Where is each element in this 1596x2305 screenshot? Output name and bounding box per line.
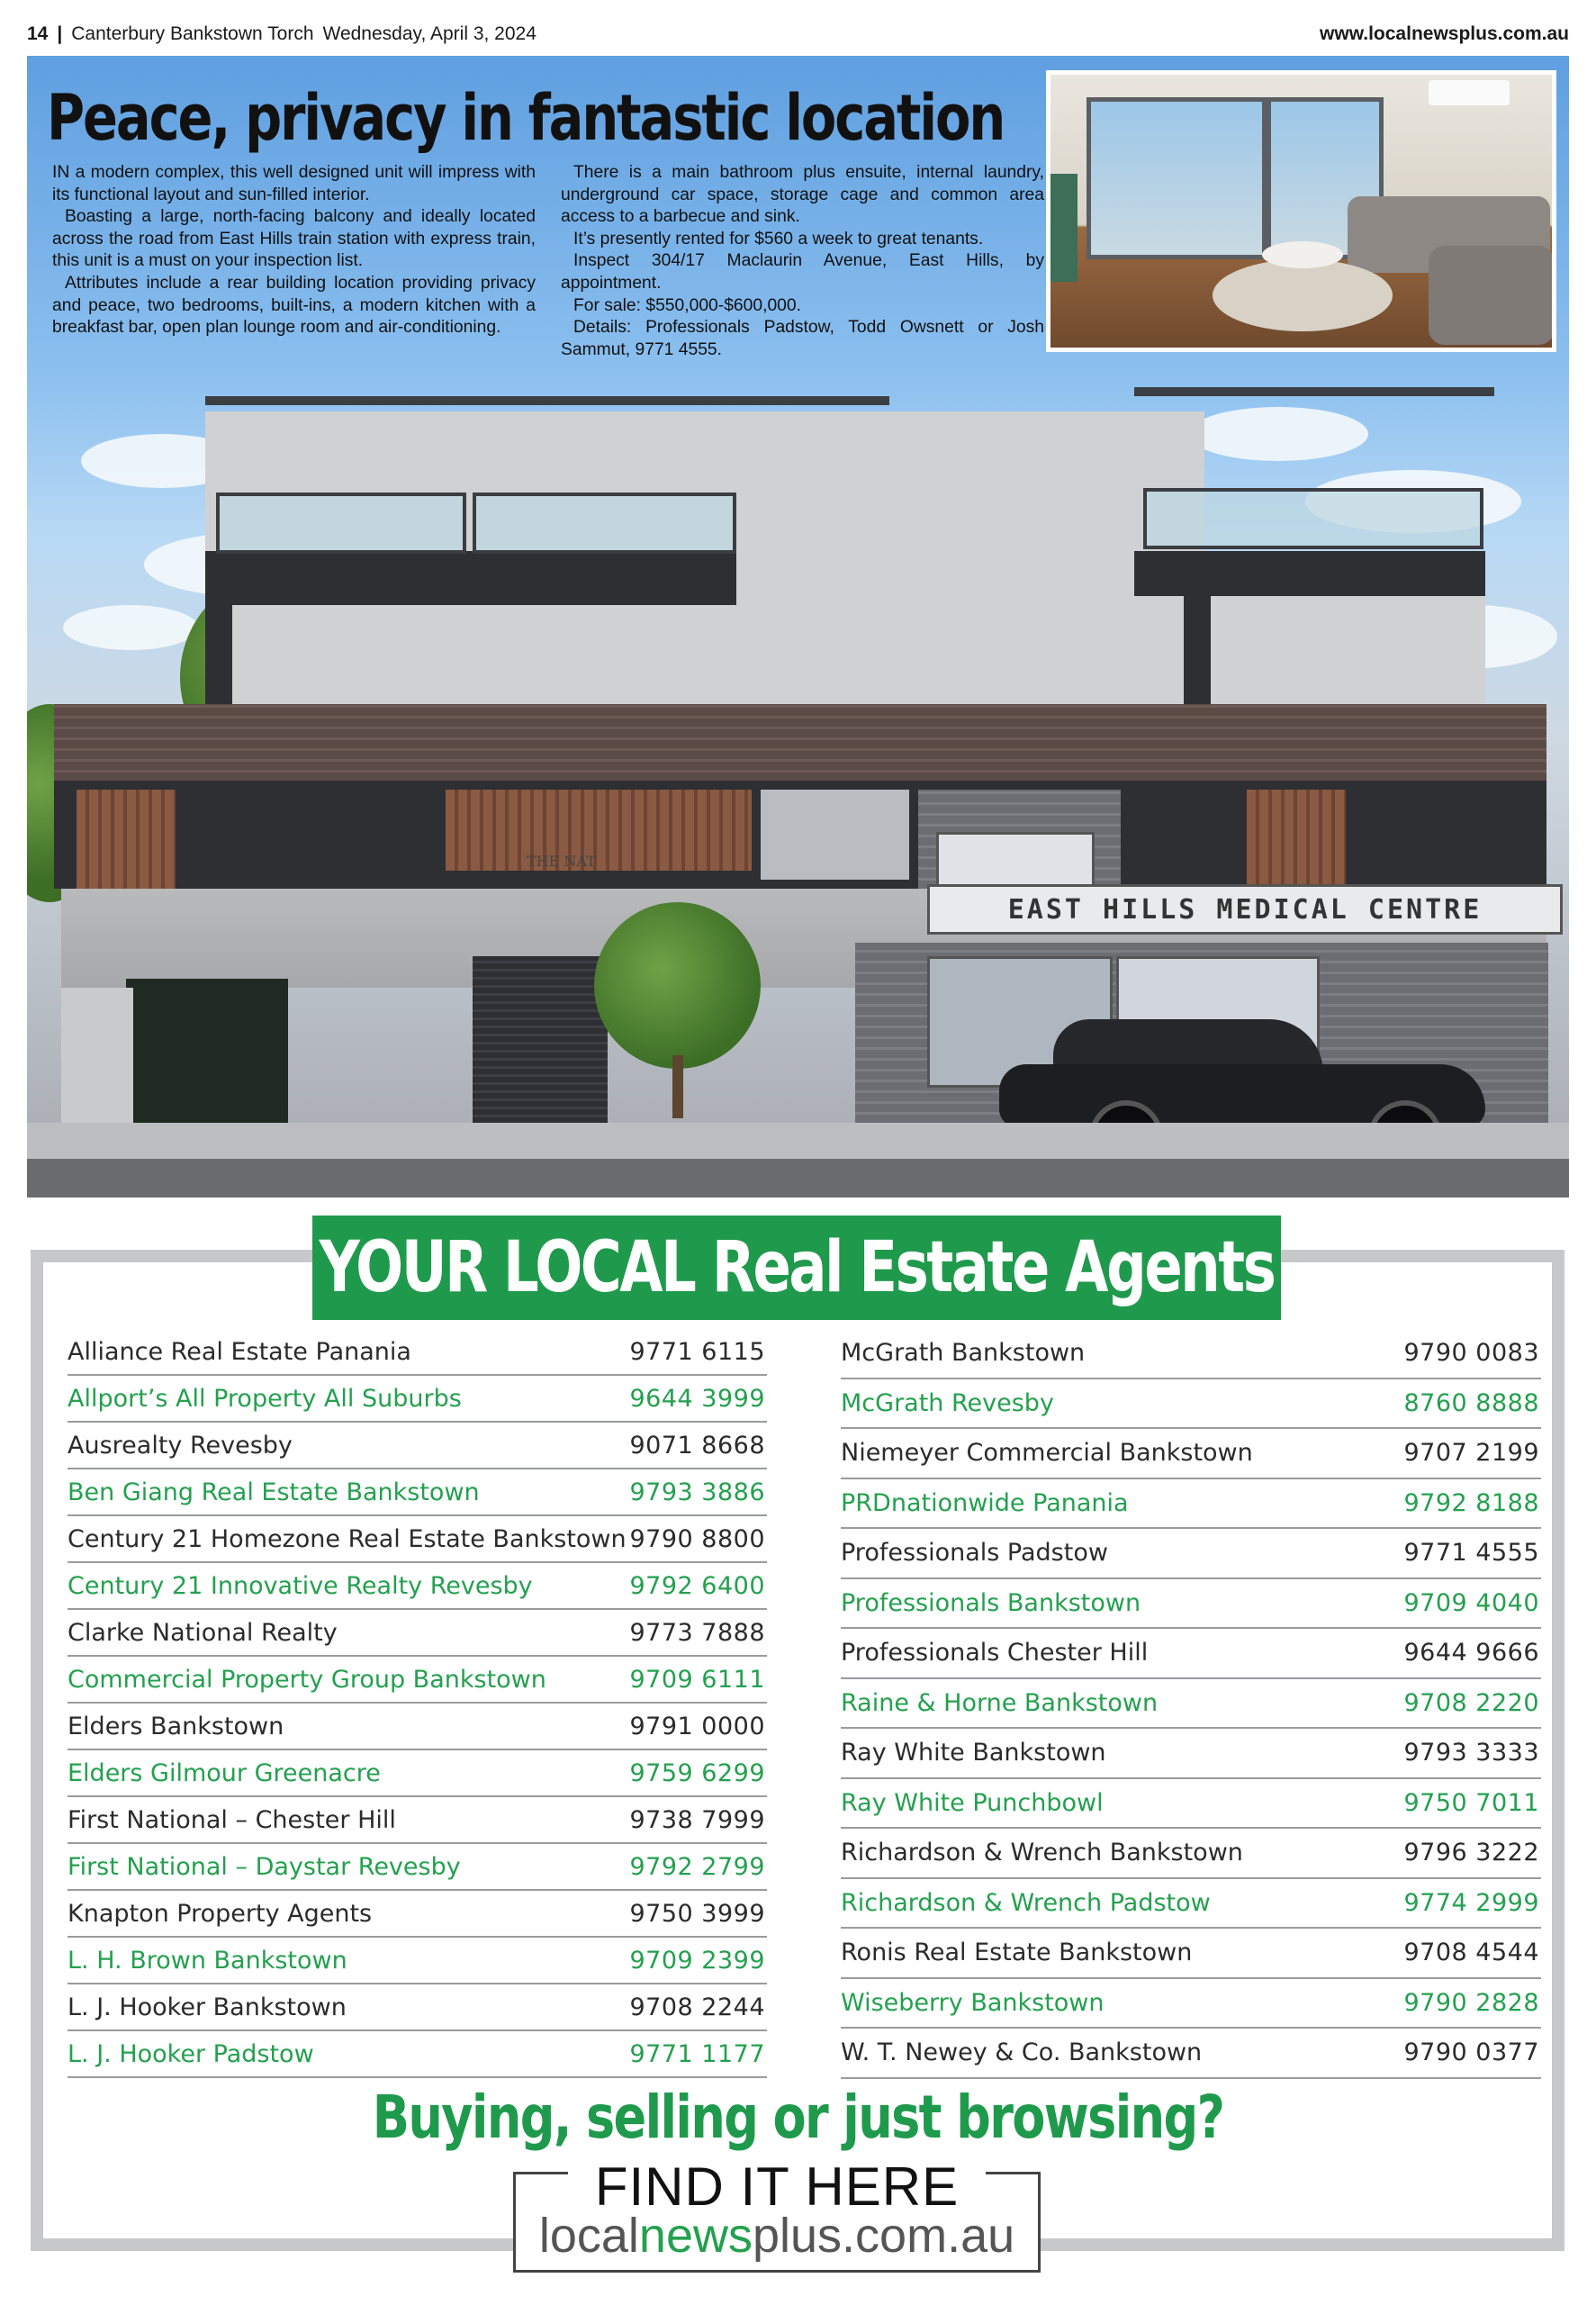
agent-phone[interactable]: 9738 7999 xyxy=(629,1805,765,1834)
hero-photo xyxy=(27,56,1569,1198)
agent-name: Richardson & Wrench Bankstown xyxy=(841,1839,1243,1867)
agent-phone[interactable]: 9759 6299 xyxy=(629,1758,765,1787)
agent-row xyxy=(841,1779,1541,1830)
agent-name: First National – Chester Hill xyxy=(68,1805,396,1834)
agent-phone[interactable]: 9790 0377 xyxy=(1403,2038,1539,2067)
agent-phone[interactable]: 9771 6115 xyxy=(629,1337,765,1366)
agent-row xyxy=(68,1469,767,1516)
page-number: 14 xyxy=(27,23,49,44)
agent-row xyxy=(841,1379,1541,1430)
balcony-glass xyxy=(473,493,736,554)
page-header xyxy=(27,16,1569,52)
agent-row xyxy=(68,1750,767,1797)
article-paragraph: Details: Professionals Padstow, Todd Owsnett or Josh Sammut, 9771 4555. xyxy=(561,318,1044,359)
agent-row xyxy=(841,1979,1541,2029)
agent-phone[interactable]: 9790 2828 xyxy=(1403,1988,1539,2017)
directory-banner-text: YOUR LOCAL Real Estate Agents xyxy=(319,1227,1275,1308)
sliding-door xyxy=(1087,97,1267,259)
agent-phone[interactable]: 9708 2244 xyxy=(629,1993,765,2021)
tagline-text: Buying, selling or just browsing? xyxy=(372,2083,1224,2152)
directory-banner xyxy=(312,1216,1281,1320)
tv-cabinet xyxy=(1050,174,1078,282)
agent-name: First National – Daystar Revesby xyxy=(68,1852,461,1881)
agent-name: Century 21 Innovative Realty Revesby xyxy=(68,1571,533,1600)
agent-name: PRDnationwide Panania xyxy=(841,1488,1129,1517)
agent-row xyxy=(841,1479,1541,1530)
building-name-sign-text: THE NAT xyxy=(527,852,596,870)
agent-phone[interactable]: 8760 8888 xyxy=(1403,1388,1539,1417)
agent-phone[interactable]: 9791 0000 xyxy=(629,1712,765,1740)
coffee-table xyxy=(1262,241,1343,268)
agent-row xyxy=(68,1376,767,1423)
agent-name: L. H. Brown Bankstown xyxy=(68,1946,347,1975)
interior-photo xyxy=(1046,70,1556,352)
sofa xyxy=(1429,246,1552,345)
agent-phone[interactable]: 9792 6400 xyxy=(629,1571,765,1600)
agent-name: Ben Giang Real Estate Bankstown xyxy=(68,1478,480,1506)
agents-list-left xyxy=(68,1329,767,2078)
agent-row xyxy=(68,1891,767,1938)
publication-name: Canterbury Bankstown Torch xyxy=(71,23,314,44)
window xyxy=(936,832,1095,887)
agent-name: Niemeyer Commercial Bankstown xyxy=(841,1439,1253,1468)
agent-phone[interactable]: 9796 3222 xyxy=(1403,1839,1539,1867)
agent-row xyxy=(841,1929,1541,1979)
agent-phone[interactable]: 9709 2399 xyxy=(629,1946,765,1975)
agent-row xyxy=(841,1879,1541,1930)
tagline xyxy=(0,2083,1596,2152)
agent-row xyxy=(68,1704,767,1750)
agent-row xyxy=(68,1844,767,1891)
pergola xyxy=(1134,387,1494,396)
article-body xyxy=(52,162,1044,361)
rug xyxy=(1213,259,1393,331)
agent-phone[interactable]: 9771 4555 xyxy=(1403,1539,1539,1568)
agent-name: McGrath Bankstown xyxy=(841,1339,1086,1368)
agent-name: Richardson & Wrench Padstow xyxy=(841,1888,1211,1917)
pergola xyxy=(205,396,889,405)
localnewsplus-url[interactable] xyxy=(513,2208,1041,2264)
agent-phone[interactable]: 9708 2220 xyxy=(1403,1688,1539,1717)
medical-centre-sign xyxy=(927,884,1563,935)
agent-row xyxy=(68,1610,767,1657)
agent-phone[interactable]: 9792 8188 xyxy=(1403,1488,1539,1517)
building-pillar xyxy=(1184,596,1211,713)
agent-row xyxy=(841,1429,1541,1479)
article-paragraph: It’s presently rented for $560 a week to great tenants. xyxy=(573,229,984,249)
cloud xyxy=(1188,407,1368,461)
agent-row xyxy=(841,1829,1541,1879)
agent-row xyxy=(68,1516,767,1563)
timber-cladding xyxy=(77,790,176,889)
agent-name: McGrath Revesby xyxy=(841,1388,1054,1417)
agent-row xyxy=(68,1984,767,2031)
agent-row xyxy=(68,1657,767,1704)
article-paragraph: IN a modern complex, this well designed unit will impress with its functional layout and sun-filled interior. xyxy=(52,163,536,204)
balcony-glass xyxy=(216,493,466,554)
agent-row xyxy=(841,1579,1541,1630)
building-frame xyxy=(205,551,736,605)
agent-name: Ronis Real Estate Bankstown xyxy=(841,1939,1193,1967)
agent-name: Wiseberry Bankstown xyxy=(841,1988,1105,2017)
agent-name: L. J. Hooker Bankstown xyxy=(68,1993,347,2021)
url-local: local xyxy=(538,2209,639,2263)
agent-name: Elders Bankstown xyxy=(68,1712,284,1740)
url-rest: plus.com.au xyxy=(752,2209,1015,2263)
agent-row xyxy=(841,1679,1541,1730)
medical-centre-sign-text: EAST HILLS MEDICAL CENTRE xyxy=(1007,893,1483,926)
agent-phone[interactable]: 9750 3999 xyxy=(629,1899,765,1928)
agent-name: Knapton Property Agents xyxy=(68,1899,373,1928)
building-name-sign xyxy=(527,843,635,879)
road xyxy=(27,1159,1569,1198)
agent-phone[interactable]: 9750 7011 xyxy=(1403,1788,1539,1817)
agents-list-right xyxy=(841,1329,1541,2079)
agent-row xyxy=(68,2031,767,2078)
article-paragraph: For sale: $550,000-$600,000. xyxy=(573,295,801,315)
agent-row xyxy=(841,1729,1541,1779)
article-column-1 xyxy=(52,162,536,361)
agent-row xyxy=(68,1938,767,1984)
agent-phone[interactable]: 9790 0083 xyxy=(1403,1339,1539,1368)
article-paragraph: Attributes include a rear building location providing privacy and peace, two bedrooms, built-ins, a modern kitchen with a breakfast bar, open plan lounge room and air-conditioning. xyxy=(52,273,536,338)
footpath xyxy=(27,1123,1569,1159)
agent-name: Ray White Punchbowl xyxy=(841,1788,1104,1817)
header-left xyxy=(27,23,546,45)
agent-name: Elders Gilmour Greenacre xyxy=(68,1758,381,1787)
agent-phone[interactable]: 9771 1177 xyxy=(629,2039,765,2068)
agent-row xyxy=(841,1329,1541,1379)
header-separator: | xyxy=(57,23,63,44)
agent-phone[interactable]: 9708 4544 xyxy=(1403,1939,1539,1967)
website-link[interactable]: www.localnewsplus.com.au xyxy=(1320,23,1569,44)
agent-phone[interactable]: 9774 2999 xyxy=(1403,1888,1539,1917)
url-news: news xyxy=(638,2209,753,2263)
article-paragraph: There is a main bathroom plus ensuite, internal laundry, underground car space, storage cage and common area access to a barbecue and sink. xyxy=(561,163,1044,227)
agent-row xyxy=(841,2029,1541,2079)
agent-name: Ray White Bankstown xyxy=(841,1739,1106,1767)
agent-name: Allport’s All Property All Suburbs xyxy=(68,1384,462,1413)
agent-name: Ausrealty Revesby xyxy=(68,1431,293,1460)
agent-name: L. J. Hooker Padstow xyxy=(68,2039,314,2068)
balcony-glass xyxy=(1143,488,1483,549)
agent-phone[interactable]: 9709 4040 xyxy=(1403,1588,1539,1617)
agent-row xyxy=(68,1563,767,1610)
entry-door xyxy=(473,956,608,1123)
agent-name: Clarke National Realty xyxy=(68,1618,338,1647)
agent-phone[interactable]: 9071 8668 xyxy=(629,1431,765,1460)
agent-name: Century 21 Homezone Real Estate Bankstown xyxy=(68,1524,627,1553)
garage-wall xyxy=(61,988,133,1123)
agent-row xyxy=(841,1529,1541,1579)
agent-name: W. T. Newey & Co. Bankstown xyxy=(841,2038,1203,2067)
agent-phone[interactable]: 9644 9666 xyxy=(1403,1639,1539,1668)
article-paragraph: Inspect 304/17 Maclaurin Avenue, East Hills, by appointment. xyxy=(561,251,1044,293)
agent-row xyxy=(68,1797,767,1844)
building-pillar xyxy=(205,596,232,713)
agent-phone[interactable]: 9793 3886 xyxy=(629,1478,765,1506)
agent-name: Professionals Chester Hill xyxy=(841,1639,1149,1668)
issue-date: Wednesday, April 3, 2024 xyxy=(322,23,537,44)
agent-phone[interactable]: 9773 7888 xyxy=(629,1618,765,1647)
air-conditioner xyxy=(1429,80,1510,105)
agent-name: Raine & Horne Bankstown xyxy=(841,1688,1159,1717)
window xyxy=(761,790,909,880)
agent-phone[interactable]: 9644 3999 xyxy=(629,1384,765,1413)
agent-phone[interactable]: 9792 2799 xyxy=(629,1852,765,1881)
living-room-image xyxy=(1050,75,1552,348)
building-frame xyxy=(1134,551,1485,596)
article-column-2 xyxy=(561,162,1044,361)
agent-name: Professionals Bankstown xyxy=(841,1588,1141,1617)
agent-name: Commercial Property Group Bankstown xyxy=(68,1665,546,1694)
street-tree xyxy=(594,902,761,1069)
agent-phone[interactable]: 9793 3333 xyxy=(1403,1739,1539,1767)
agent-name: Alliance Real Estate Panania xyxy=(68,1337,411,1366)
article-paragraph: Boasting a large, north-facing balcony and ideally located across the road from East Hills train station with express train, this unit is a must on your inspection list. xyxy=(52,207,536,271)
agent-row xyxy=(841,1629,1541,1679)
agent-row xyxy=(68,1423,767,1469)
agent-phone[interactable]: 9707 2199 xyxy=(1403,1439,1539,1468)
agent-row xyxy=(68,1329,767,1376)
timber-cladding xyxy=(1247,790,1346,889)
cloud xyxy=(63,605,198,650)
tree-trunk xyxy=(672,1055,683,1118)
agent-phone[interactable]: 9790 8800 xyxy=(629,1524,765,1553)
agent-name: Professionals Padstow xyxy=(841,1539,1108,1568)
agent-phone[interactable]: 9709 6111 xyxy=(629,1665,765,1694)
find-it-here-heading: FIND IT HERE xyxy=(594,2156,960,2217)
brick-band xyxy=(54,704,1546,781)
garage-entry xyxy=(126,979,288,1123)
article-headline: Peace, privacy in fantastic location xyxy=(47,81,1005,155)
